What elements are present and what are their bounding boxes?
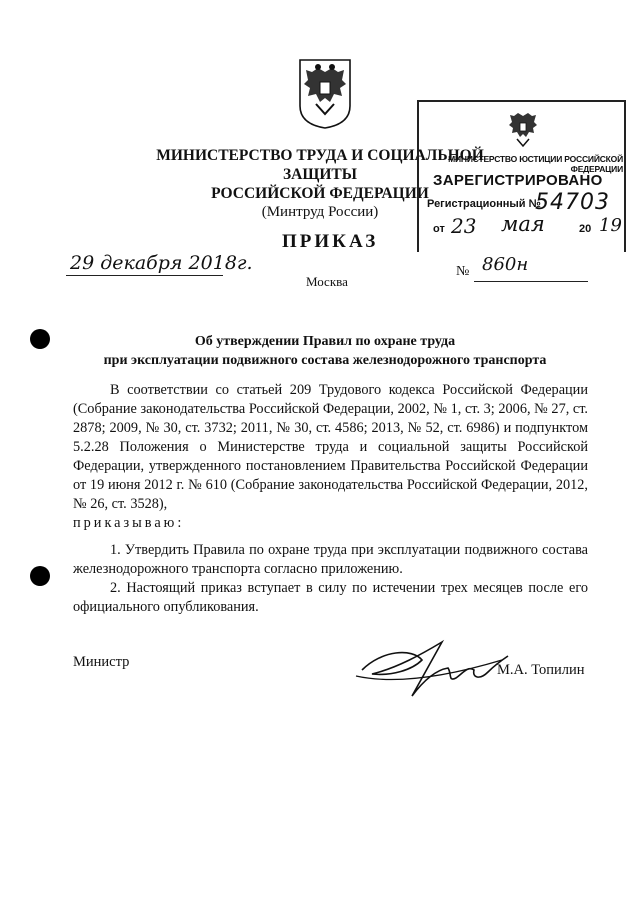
preamble-text: В соответствии со статьей 209 Трудового кодекса Российской Федерации (Собрание законодательства Российской Федерации, 2002, № 1, ст. 3; 2006, № 27, ст. 2878; 2009, № 30, ст. 3732; 2011, № 30, ст. 4586; 2013, № 52, ст. 6986) и подпунктом 5.2.28 Положения о Министерстве труда и социальной защиты Российской Федерации, утвержденного постановлением Правительства Российской Федерации от 19 июня 2012 г. № 610 (Собрание законодательства Российской Федерации, 2012, № 26, ст. 3528), xyxy=(73,382,588,512)
handwritten-signature xyxy=(352,630,512,702)
stamp-department: МИНИСТЕРСТВО ЮСТИЦИИ РОССИЙСКОЙ ФЕДЕРАЦИИ xyxy=(448,154,623,174)
order-date: 29 декабря 2018г. xyxy=(70,252,253,274)
punch-hole xyxy=(30,566,50,586)
heading-line1: Об утверждении Правил по охране труда xyxy=(194,334,456,349)
order-item-2: 2. Настоящий приказ вступает в силу по истечении трех месяцев после его официального опубликования. xyxy=(73,580,588,615)
coat-of-arms-icon xyxy=(298,58,352,130)
document-heading xyxy=(75,332,575,370)
signer-name: М.А. Топилин xyxy=(497,662,585,678)
stamp-month: мая xyxy=(501,212,545,236)
command-word: приказываю: xyxy=(73,515,185,531)
punch-hole xyxy=(30,329,50,349)
ministry-name-line1: МИНИСТЕРСТВО ТРУДА И СОЦИАЛЬНОЙ ЗАЩИТЫ xyxy=(156,147,484,183)
order-item-1: 1. Утвердить Правила по охране труда при эксплуатации подвижного состава железнодорожного транспорта согласно приложению. xyxy=(73,542,588,577)
stamp-registration-number: 54703 xyxy=(535,190,610,215)
stamp-year-label: 20 xyxy=(579,223,592,235)
stamp-registered-label: ЗАРЕГИСТРИРОВАНО xyxy=(433,172,603,189)
stamp-day: 23 xyxy=(451,214,477,238)
order-city: Москва xyxy=(306,274,348,289)
order-number-label: № xyxy=(456,264,470,279)
ministry-short-name: (Минтруд России) xyxy=(261,204,379,220)
signer-position: Министр xyxy=(73,654,130,670)
order-items xyxy=(73,541,588,617)
stamp-number-label: Регистрационный № xyxy=(427,198,541,210)
ministry-name-line2: РОССИЙСКОЙ ФЕДЕРАЦИИ xyxy=(211,185,429,202)
number-underline xyxy=(474,281,588,282)
stamp-from-label: от xyxy=(433,223,445,235)
stamp-year-handwritten: 19 xyxy=(599,215,622,236)
registration-stamp xyxy=(417,100,626,252)
date-underline xyxy=(66,275,223,276)
stamp-emblem-icon xyxy=(506,108,540,152)
heading-line2: при эксплуатации подвижного состава железнодорожного транспорта xyxy=(103,353,547,368)
order-title: ПРИКАЗ xyxy=(282,231,379,252)
order-number: 860н xyxy=(482,254,529,275)
preamble-paragraph xyxy=(73,381,588,533)
